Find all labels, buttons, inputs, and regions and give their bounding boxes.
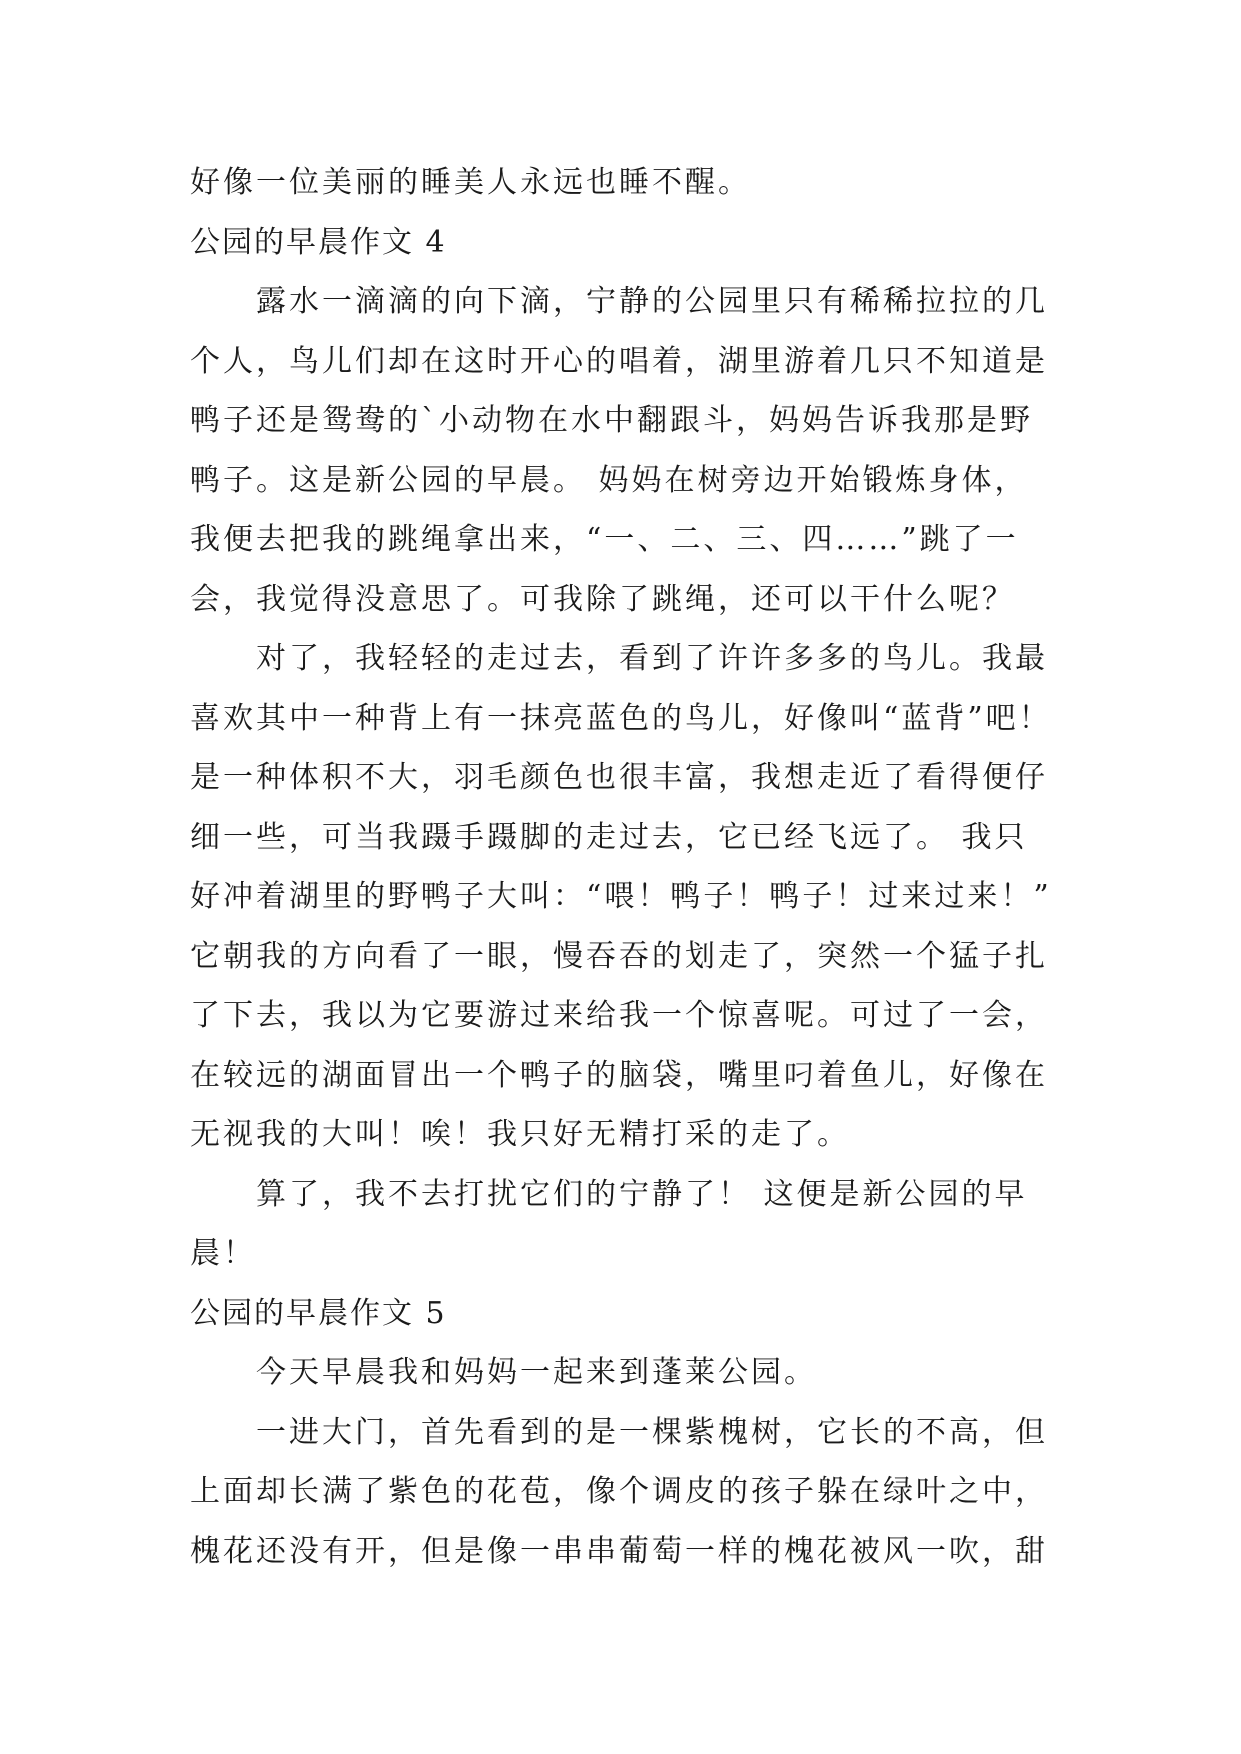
text-line: 了下去，我以为它要游过来给我一个惊喜呢。可过了一会， bbox=[190, 998, 1048, 1033]
text-line: 鸭子。这是新公园的早晨。 妈妈在树旁边开始锻炼身体， bbox=[190, 462, 1028, 498]
text-line: 晨！ bbox=[190, 1236, 256, 1271]
text-line: 槐花还没有开，但是像一串串葡萄一样的槐花被风一吹，甜 bbox=[190, 1533, 1048, 1569]
section-heading: 公园的早晨作文 4 bbox=[190, 224, 447, 260]
text-line: 它朝我的方向看了一眼，慢吞吞的划走了，突然一个猛子扎 bbox=[190, 938, 1048, 974]
text-line: 我便去把我的跳绳拿出来，“一、二、三、四……”跳了一 bbox=[190, 522, 1019, 557]
text-line: 一进大门，首先看到的是一棵紫槐树，它长的不高，但 bbox=[256, 1414, 1048, 1450]
text-line: 算了，我不去打扰它们的宁静了！ 这便是新公园的早 bbox=[256, 1176, 1028, 1212]
text-line: 是一种体积不大，羽毛颜色也很丰富，我想走近了看得便仔 bbox=[190, 760, 1048, 795]
text-line: 在较远的湖面冒出一个鸭子的脑袋，嘴里叼着鱼儿，好像在 bbox=[190, 1057, 1048, 1093]
text-line: 会，我觉得没意思了。可我除了跳绳，还可以干什么呢？ bbox=[190, 581, 1015, 617]
text-line: 无视我的大叫！唉！我只好无精打采的走了。 bbox=[190, 1117, 850, 1152]
text-line: 好冲着湖里的野鸭子大叫：“喂！鸭子！鸭子！过来过来！” bbox=[190, 879, 1052, 914]
text-line: 个人，鸟儿们却在这时开心的唱着，湖里游着几只不知道是 bbox=[190, 343, 1048, 379]
text-line: 露水一滴滴的向下滴，宁静的公园里只有稀稀拉拉的几 bbox=[256, 284, 1048, 319]
text-line: 上面却长满了紫色的花苞，像个调皮的孩子躲在绿叶之中， bbox=[190, 1474, 1048, 1509]
article-body bbox=[190, 153, 1050, 1581]
section-heading: 公园的早晨作文 5 bbox=[190, 1295, 447, 1331]
text-line: 鸭子还是鸳鸯的`小动物在水中翻跟斗，妈妈告诉我那是野 bbox=[190, 403, 1033, 438]
text-line: 今天早晨我和妈妈一起来到蓬莱公园。 bbox=[256, 1355, 817, 1390]
text-line: 细一些，可当我蹑手蹑脚的走过去，它已经飞远了。 我只 bbox=[190, 819, 1028, 855]
text-line: 喜欢其中一种背上有一抹亮蓝色的鸟儿，好像叫“蓝背”吧！ bbox=[190, 700, 1052, 736]
text-line: 对了，我轻轻的走过去，看到了许许多多的鸟儿。我最 bbox=[256, 641, 1048, 676]
text-line: 好像一位美丽的睡美人永远也睡不醒。 bbox=[190, 165, 751, 200]
